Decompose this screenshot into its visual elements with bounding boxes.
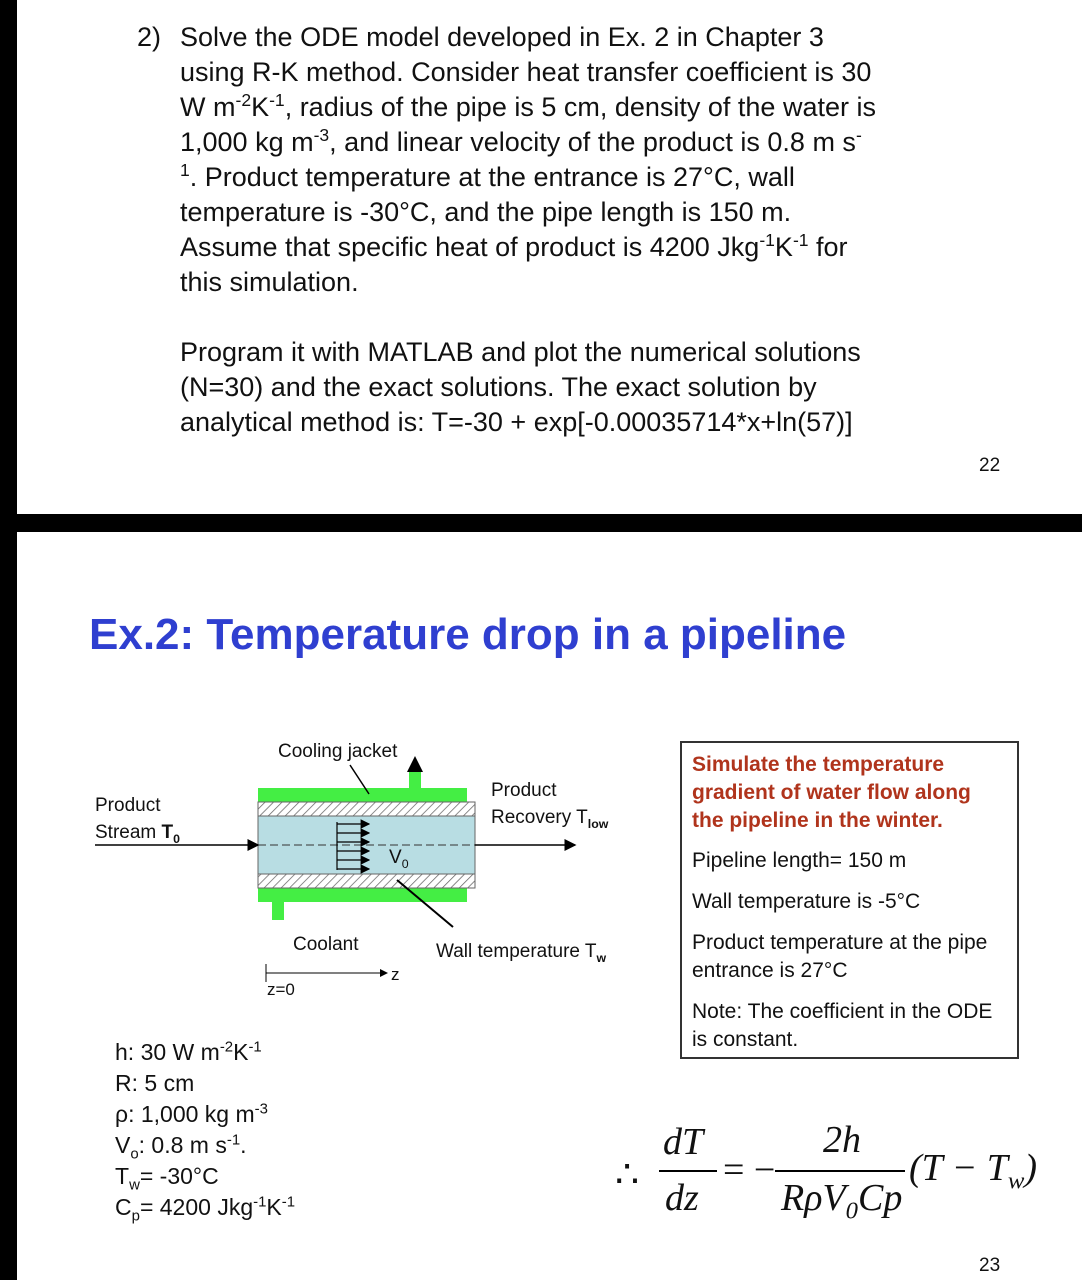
problem-line: (N=30) and the exact solutions. The exact solution by (180, 372, 817, 402)
problem-line: using R-K method. Consider heat transfer coefficient is 30 (180, 57, 872, 87)
eq-equals: = − (723, 1149, 776, 1191)
cooling-jacket-bottom (258, 888, 467, 902)
ode-equation (615, 1119, 1055, 1232)
info-item: Wall temperature is -5°C (692, 890, 921, 913)
slide-22 (17, 0, 1082, 514)
product-stream-label: Product (95, 795, 161, 816)
coolant-outlet (409, 770, 421, 790)
coolant-inlet (272, 900, 284, 920)
z-label: z (391, 965, 400, 984)
info-item: Note: The coefficient in the ODE is constant. (692, 1000, 993, 1051)
param-h: h: 30 W $m^{-2}K^{-1}$ (115, 1038, 262, 1065)
info-item: Pipeline length= 150 m (692, 849, 907, 872)
eq-parenthesis: $(T - T_w)$ (909, 1147, 1038, 1195)
problem-number: 2) (137, 22, 162, 52)
velocity-label: $V_0$ (389, 847, 409, 871)
page-number: 23 (979, 1255, 1001, 1276)
stream-t0-label: Stream $T_0$ (95, 822, 181, 846)
product-recovery-label: Product (491, 780, 557, 801)
slide-title: Ex.2: Temperature drop in a pipeline (89, 610, 847, 659)
pipe-wall-bottom (258, 874, 475, 888)
coolant-label: Coolant (293, 934, 359, 955)
problem-line: Solve the ODE model developed in Ex. 2 in Chapter 3 (180, 22, 824, 52)
param-r: R: 5 cm (115, 1070, 195, 1096)
eq-numerator: dT (663, 1121, 704, 1163)
problem-line: $^1$. Product temperature at the entrance is 27°C, wall (180, 160, 795, 192)
param-v: $V_o$: 0.8 m $s^{-1}$. (115, 1131, 247, 1163)
problem-line: Program it with MATLAB and plot the numerical solutions (180, 337, 861, 367)
info-box (680, 741, 1019, 1059)
z0-label: z=0 (267, 980, 295, 999)
eq-denominator-2: RρV$_0$Cp (781, 1177, 903, 1225)
slide-23 (17, 532, 1082, 1280)
problem-line: temperature is -30°C, and the pipe length is 150 m. (180, 197, 792, 227)
problem-line: W $m^{-2}K^{-1}$, radius of the pipe is 5 cm, density of the water is (180, 90, 876, 122)
pipe-wall-top (258, 802, 475, 816)
info-item: Product temperature at the pipe entrance is 27°C (692, 931, 988, 982)
parameter-list (115, 1037, 295, 1223)
page-number: 22 (979, 455, 1001, 476)
cooling-jacket-label: Cooling jacket (278, 741, 398, 762)
problem-line: Assume that specific heat of product is 4200 $Jkg^{-1}K^{-1}$ for (180, 230, 848, 262)
problem-line: 1,000 kg $m^{-3}$, and linear velocity of the product is 0.8 m s- (180, 125, 862, 157)
problem-line: this simulation. (180, 267, 359, 297)
param-rho: ρ: 1,000 kg $m^{-3}$ (115, 1100, 268, 1127)
problem-line: analytical method is: T=-30 + exp[-0.00035714*x+ln(57)] (180, 407, 853, 437)
param-cp: $C_p= 4200$ $Jkg^{-1}K^{-1}$ (115, 1193, 296, 1225)
eq-denominator: dz (665, 1177, 699, 1219)
cooling-jacket-top (258, 788, 467, 802)
eq-numerator-2: 2h (823, 1119, 861, 1161)
wall-temperature-label: Wall temperature $T_w$ (436, 941, 607, 965)
recovery-tlow-label: Recovery $T_{low}$ (491, 807, 609, 831)
therefore-symbol: ∴ (615, 1154, 640, 1196)
info-heading: Simulate the temperature gradient of water flow along the pipeline in the winter. (692, 753, 971, 832)
param-tw: $T_w= -30^\circ C$ (115, 1163, 219, 1194)
